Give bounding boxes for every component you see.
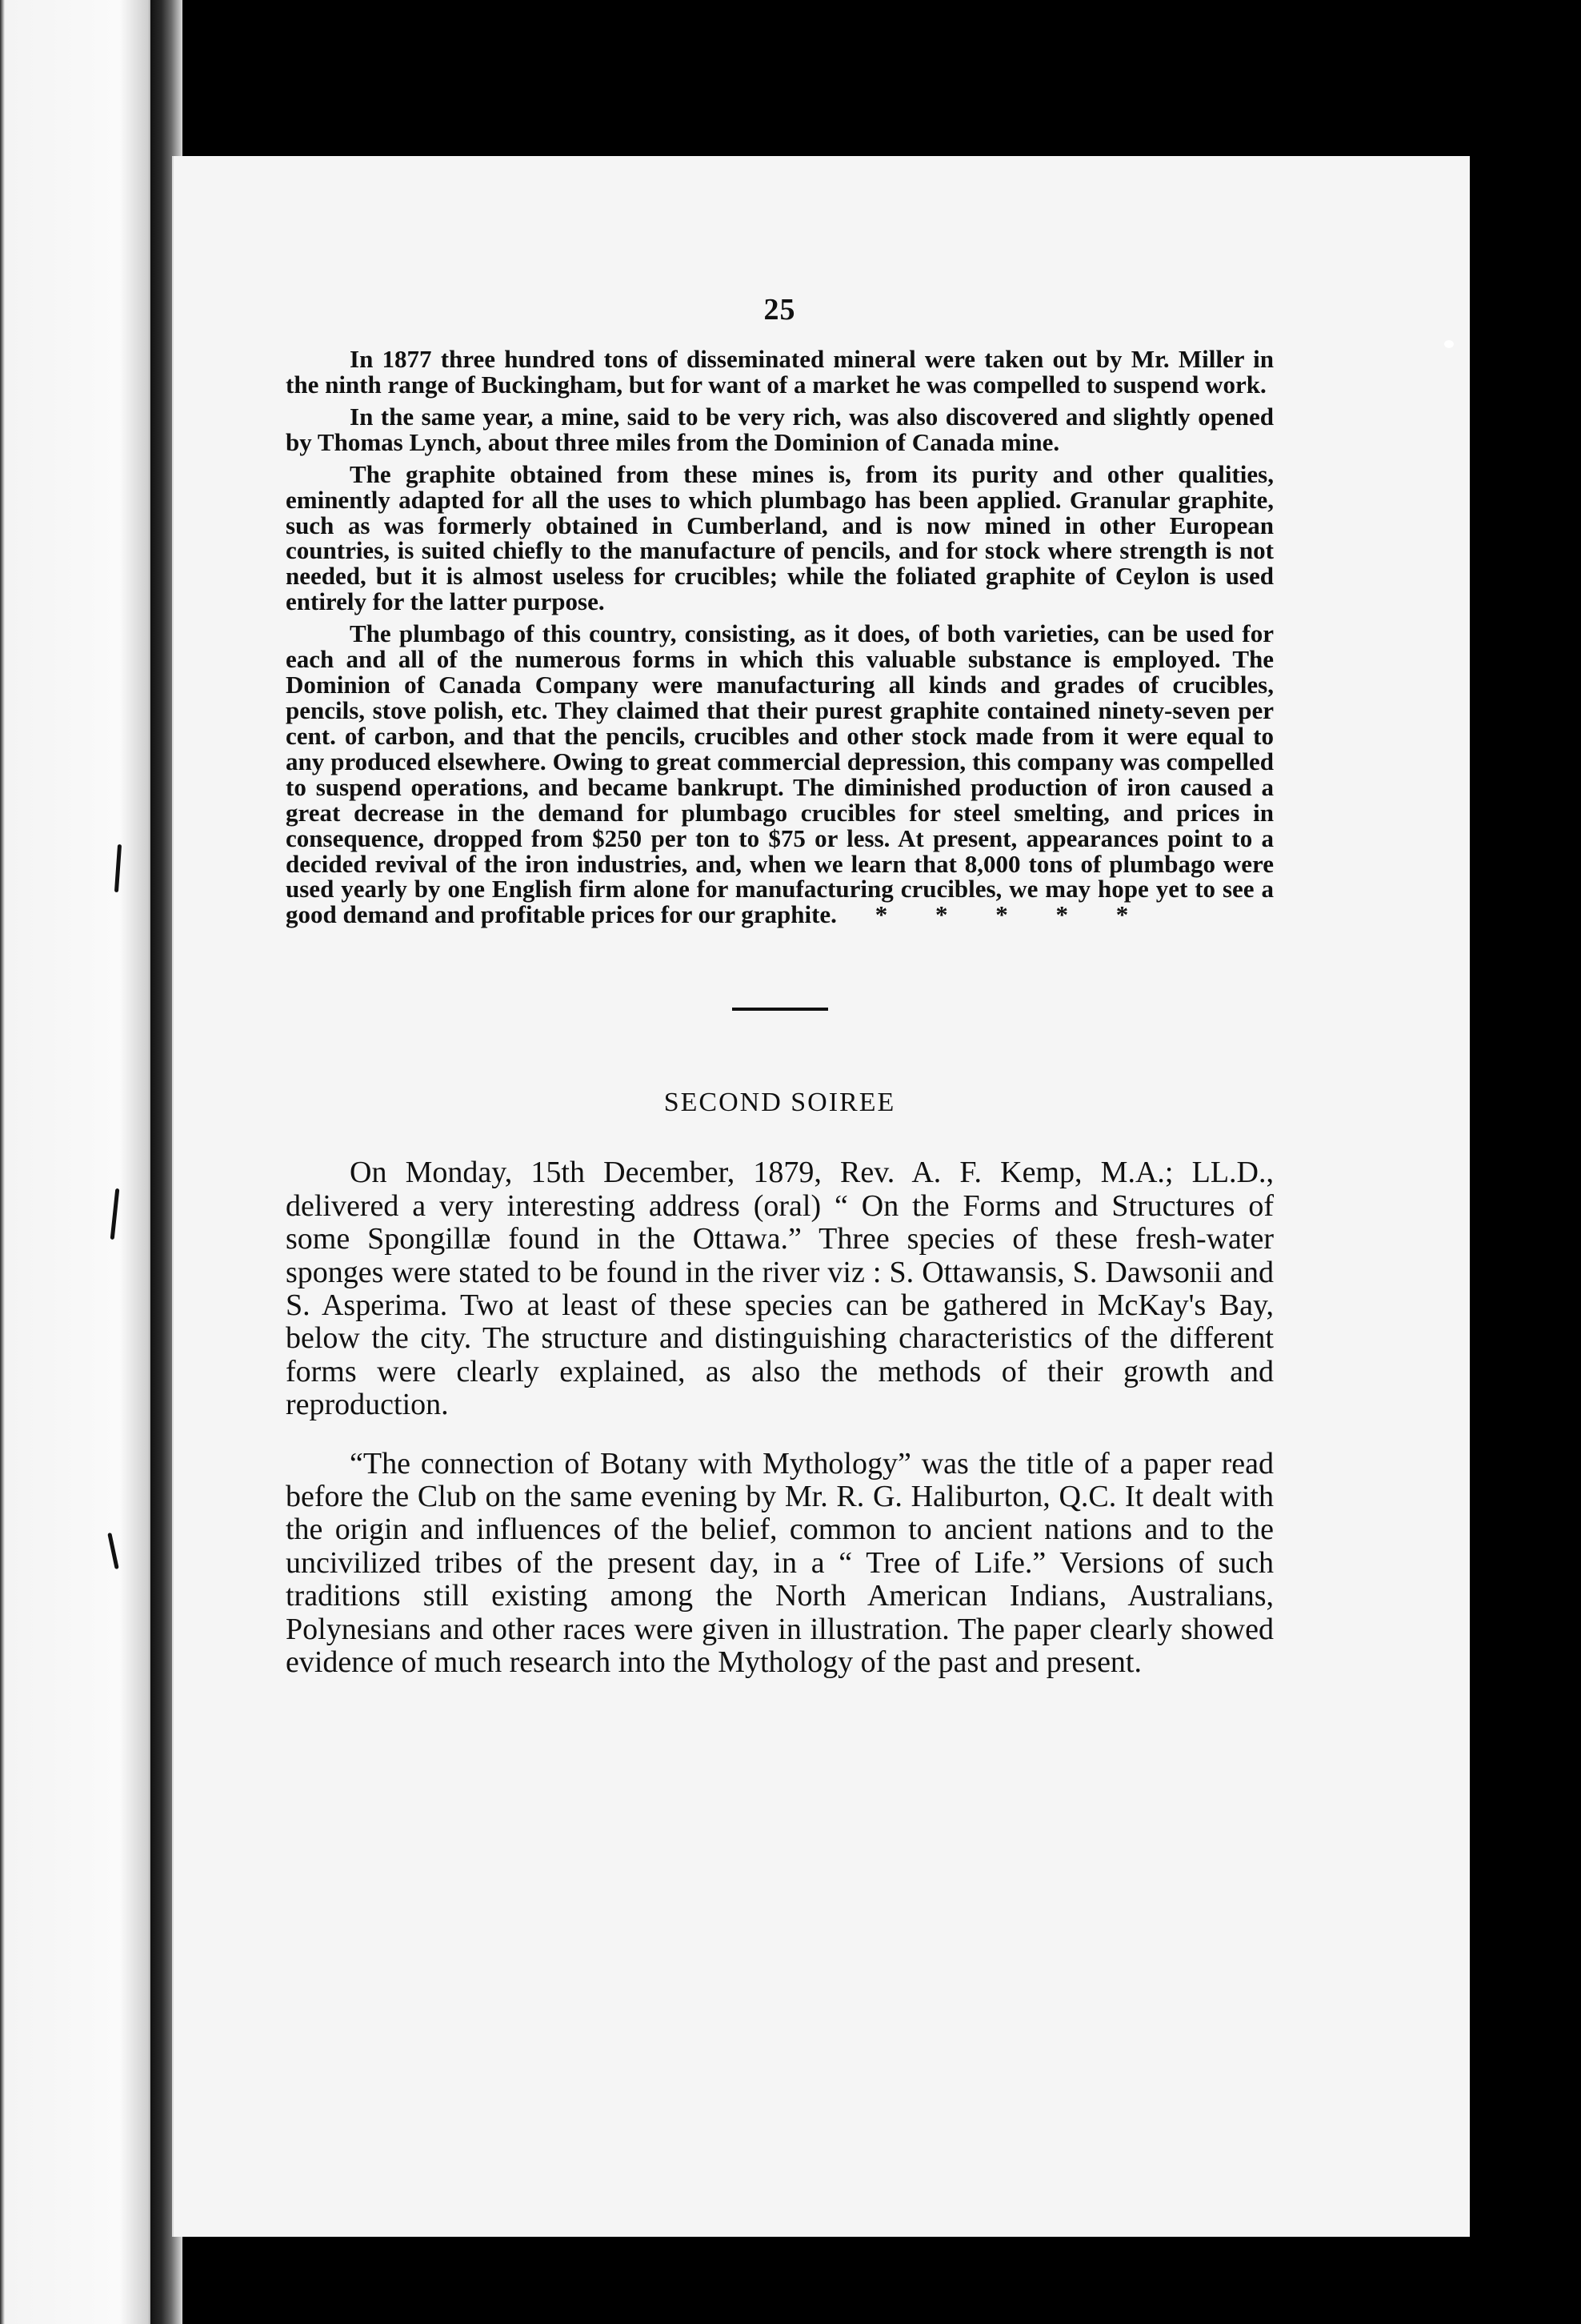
paragraph-plumbago — [286, 621, 1274, 928]
ellipsis-stars: * * * * * — [875, 900, 1150, 929]
graphite-section — [286, 347, 1274, 928]
page-speck — [1444, 340, 1454, 348]
book-page — [172, 156, 1470, 2237]
facing-page-edge — [0, 0, 160, 2324]
section-divider — [732, 1008, 828, 1011]
page-number: 25 — [763, 293, 796, 327]
paragraph-lynch-mine: In the same year, a mine, said to be very rich, was also discovered and slightly opened by Thomas Lynch, about three miles from the Dominion of Canada mine. — [286, 402, 1274, 456]
second-soiree-section — [286, 1156, 1274, 1679]
section-title: SECOND SOIREE — [663, 1088, 896, 1118]
page-content — [286, 292, 1274, 1705]
paragraph-kemp-address: On Monday, 15th December, 1879, Rev. A. F. Kemp, M.A.; LL.D., delivered a very interesting address (oral) “ On the Forms and Structures of some Spongillæ found in the Ottawa.” Three species of these fresh-water sponges were stated to be found in the river viz : S. Ottawansis, S. Dawsonii and S. Asperima. Two at least of these species can be gathered in McKay's Bay, below the city. The structure and distinguishing characteristics of the different forms were clearly explained, as also the methods of their growth and reproduction. — [286, 1156, 1274, 1422]
paragraph-graphite-quality: The graphite obtained from these mines is, from its purity and other qualities, eminently adapted for all the uses to which plumbago has been applied. Granular graphite, such as was formerly obtained in Cumberland, and is now mined in other European countries, is suited chiefly to the manufacture of pencils, and for stock where strength is not needed, but it is almost useless for crucibles; while the foliated graphite of Ceylon is used entirely for the latter purpose. — [286, 459, 1274, 616]
paragraph-botany-mythology: “The connection of Botany with Mythology” was the title of a paper read before the Club on the same evening by Mr. R. G. Haliburton, Q.C. It dealt with the origin and influences of the belief, common to ancient nations and to the uncivilized tribes of the present day, in a “ Tree of Life.” Versions of such traditions still existing among the North American Indians, Australians, Polynesians and other races were given in illustration. The paper clearly showed evidence of much research into the Mythology of the past and present. — [286, 1446, 1274, 1679]
paragraph-buckingham: In 1877 three hundred tons of disseminated mineral were taken out by Mr. Miller in the ninth range of Buckingham, but for want of a market he was compelled to suspend work. — [286, 345, 1274, 399]
paragraph-plumbago-text: The plumbago of this country, consisting, as it does, of both varieties, can be used for each and all of the numerous forms in which this valuable substance is employed. The Dominion of Canada Company were manufacturing all kinds and grades of crucibles, pencils, stove polish, etc. They claimed that their purest graphite contained ninety-seven per cent. of carbon, and that the pencils, crucibles and other stock made from it were equal to any produced elsewhere. Owing to great commercial depression, this company was compelled to suspend operations, and became bankrupt. The diminished production of iron caused a great decrease in the demand for plumbago crucibles for steel smelting, and prices in consequence, dropped from $250 per ton to $75 or less. At present, appearances point to a decided revival of the iron industries, and, when we learn that 8,000 tons of plumbago were used yearly by one English firm alone for manufacturing crucibles, we may hope yet to see a good demand and profitable prices for our graphite. — [286, 619, 1274, 929]
